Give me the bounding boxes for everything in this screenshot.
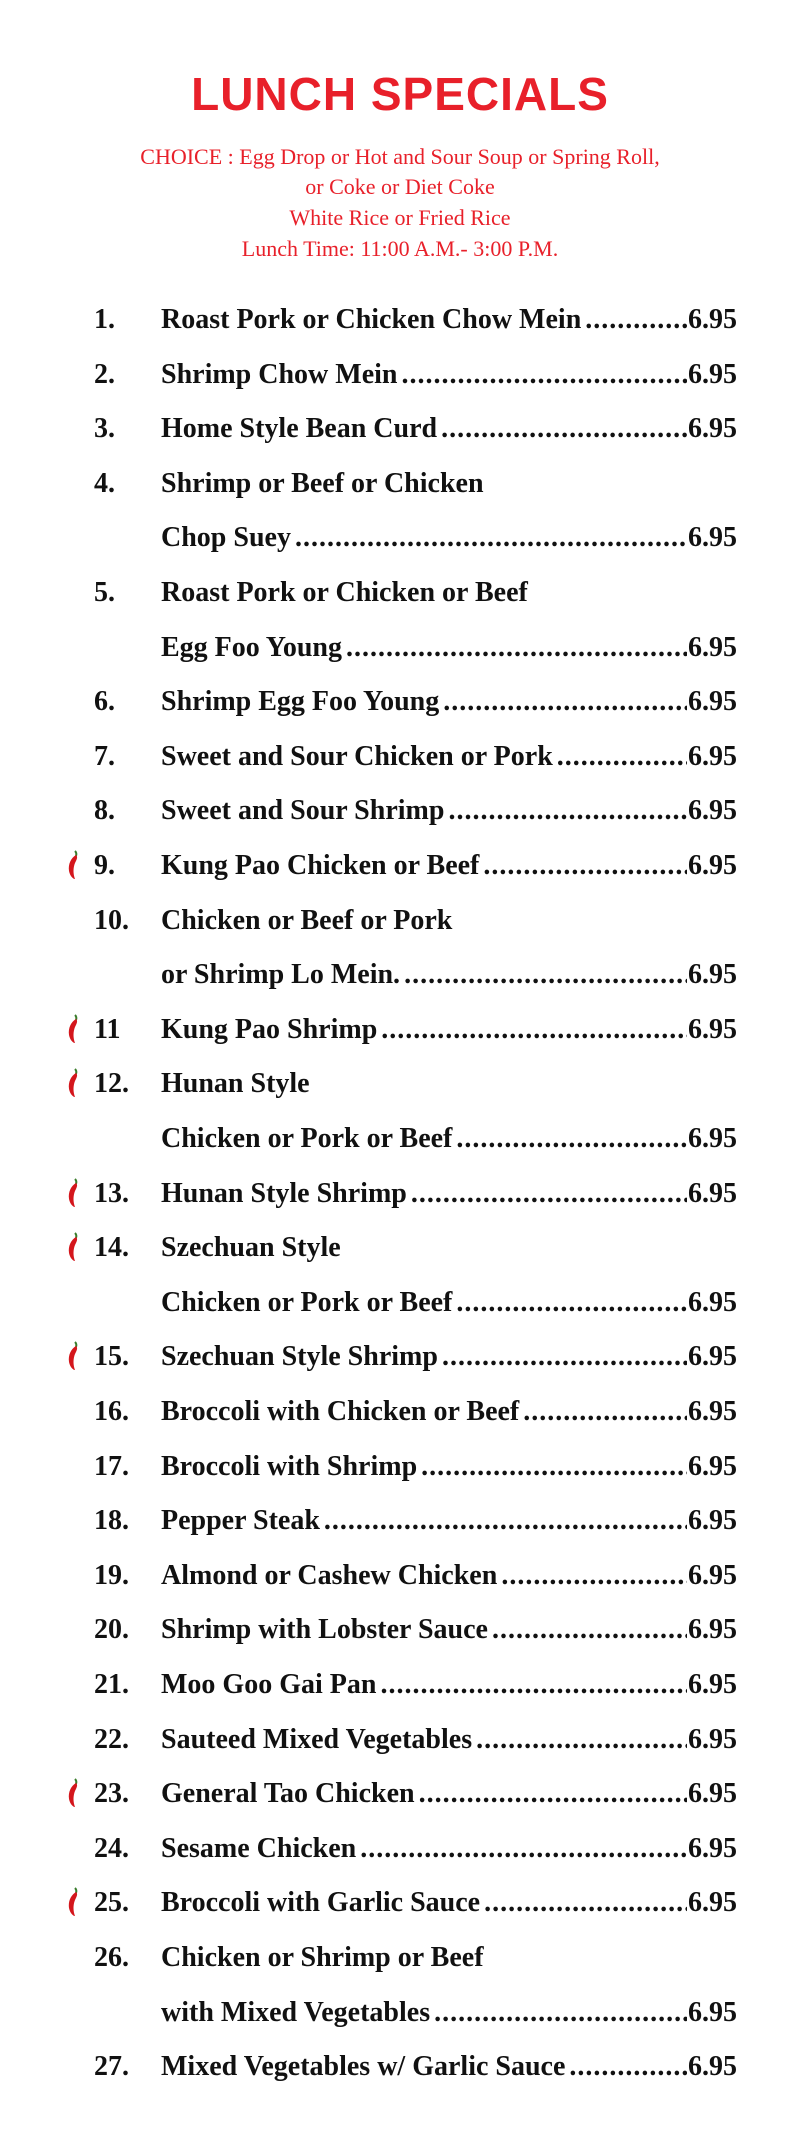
item-number: 14. xyxy=(94,1232,129,1263)
item-price: 6.95 xyxy=(688,2051,737,2082)
dot-leader xyxy=(585,300,687,340)
menu-item xyxy=(0,682,800,722)
item-name: Szechuan Style Shrimp xyxy=(161,1341,438,1372)
item-line xyxy=(161,791,737,831)
item-number: 18. xyxy=(94,1505,129,1536)
item-number: 4. xyxy=(94,468,115,499)
item-name: Sesame Chicken xyxy=(161,1833,357,1864)
item-number: 16. xyxy=(94,1396,129,1427)
dot-leader xyxy=(421,1447,687,1487)
item-name: Chicken or Pork or Beef xyxy=(161,1287,453,1318)
item-number: 2. xyxy=(94,359,115,390)
menu-item xyxy=(0,1392,800,1432)
item-price: 6.95 xyxy=(688,850,737,881)
item-number: 12. xyxy=(94,1068,129,1099)
item-number: 22. xyxy=(94,1724,129,1755)
item-name: Kung Pao Chicken or Beef xyxy=(161,850,480,881)
menu-item-continuation xyxy=(0,518,800,558)
item-number: 17. xyxy=(94,1451,129,1482)
item-line xyxy=(161,464,737,504)
item-price: 6.95 xyxy=(688,413,737,444)
item-name: Chicken or Pork or Beef xyxy=(161,1123,453,1154)
menu-item xyxy=(0,1720,800,1760)
menu-item xyxy=(0,737,800,777)
item-name: Roast Pork or Chicken or Beef xyxy=(161,577,528,608)
item-name: Home Style Bean Curd xyxy=(161,413,438,444)
item-line xyxy=(161,1993,737,2033)
dot-leader xyxy=(411,1174,687,1214)
item-number: 13. xyxy=(94,1178,129,1209)
menu-item-continuation xyxy=(0,1119,800,1159)
item-number: 1. xyxy=(94,304,115,335)
item-number: 25. xyxy=(94,1887,129,1918)
item-price: 6.95 xyxy=(688,1778,737,1809)
item-price: 6.95 xyxy=(688,686,737,717)
menu-item-continuation xyxy=(0,1993,800,2033)
item-line xyxy=(161,518,737,558)
dot-leader xyxy=(483,846,687,886)
item-price: 6.95 xyxy=(688,1614,737,1645)
menu-item xyxy=(0,464,800,504)
item-price: 6.95 xyxy=(688,359,737,390)
item-name: Sauteed Mixed Vegetables xyxy=(161,1724,473,1755)
menu-item xyxy=(0,355,800,395)
menu-item xyxy=(0,901,800,941)
menu-item xyxy=(0,1829,800,1869)
menu-item xyxy=(0,1556,800,1596)
item-line xyxy=(161,682,737,722)
item-name: Moo Goo Gai Pan xyxy=(161,1669,377,1700)
dot-leader xyxy=(523,1392,687,1432)
menu-item xyxy=(0,1010,800,1050)
item-line xyxy=(161,1556,737,1596)
dot-leader xyxy=(456,1283,687,1323)
item-line xyxy=(161,901,737,941)
choice-line: CHOICE : Egg Drop or Hot and Sour Soup or Spring Roll, xyxy=(140,144,660,169)
menu-item xyxy=(0,1174,800,1214)
item-name: Kung Pao Shrimp xyxy=(161,1014,378,1045)
item-number: 23. xyxy=(94,1778,129,1809)
item-line xyxy=(161,1665,737,1705)
item-name: Chop Suey xyxy=(161,522,291,553)
item-number: 24. xyxy=(94,1833,129,1864)
rice-line: White Rice or Fried Rice xyxy=(289,205,511,230)
menu-item xyxy=(0,791,800,831)
dot-leader xyxy=(569,2047,687,2087)
chili-pepper-icon xyxy=(66,1178,80,1208)
item-line xyxy=(161,1447,737,1487)
item-line xyxy=(161,1119,737,1159)
dot-leader xyxy=(419,1774,687,1814)
item-price: 6.95 xyxy=(688,1505,737,1536)
item-number: 21. xyxy=(94,1669,129,1700)
dot-leader xyxy=(360,1829,687,1869)
menu-item xyxy=(0,409,800,449)
item-price: 6.95 xyxy=(688,1560,737,1591)
dot-leader xyxy=(456,1119,687,1159)
item-price: 6.95 xyxy=(688,959,737,990)
item-name: Shrimp Chow Mein xyxy=(161,359,398,390)
item-name: Broccoli with Shrimp xyxy=(161,1451,418,1482)
menu-item-continuation xyxy=(0,628,800,668)
item-line xyxy=(161,1610,737,1650)
item-price: 6.95 xyxy=(688,1451,737,1482)
item-number: 20. xyxy=(94,1614,129,1645)
item-name: Szechuan Style xyxy=(161,1232,341,1263)
item-price: 6.95 xyxy=(688,1396,737,1427)
dot-leader xyxy=(557,737,687,777)
item-number: 5. xyxy=(94,577,115,608)
item-price: 6.95 xyxy=(688,304,737,335)
chili-pepper-icon xyxy=(66,1778,80,1808)
chili-pepper-icon xyxy=(66,1887,80,1917)
dot-leader xyxy=(501,1556,687,1596)
menu-item xyxy=(0,1883,800,1923)
menu-item xyxy=(0,846,800,886)
item-number: 3. xyxy=(94,413,115,444)
item-line xyxy=(161,573,737,613)
lunch-time-line: Lunch Time: 11:00 A.M.- 3:00 P.M. xyxy=(241,236,559,261)
item-name: Broccoli with Garlic Sauce xyxy=(161,1887,481,1918)
item-price: 6.95 xyxy=(688,632,737,663)
item-line xyxy=(161,300,737,340)
item-number: 9. xyxy=(94,850,115,881)
item-line xyxy=(161,846,737,886)
item-name: Pepper Steak xyxy=(161,1505,320,1536)
dot-leader xyxy=(484,1883,687,1923)
dot-leader xyxy=(295,518,687,558)
menu-item xyxy=(0,1610,800,1650)
item-price: 6.95 xyxy=(688,1887,737,1918)
item-number: 15. xyxy=(94,1341,129,1372)
chili-pepper-icon xyxy=(66,1068,80,1098)
item-name: General Tao Chicken xyxy=(161,1778,415,1809)
dot-leader xyxy=(492,1610,687,1650)
item-line xyxy=(161,737,737,777)
dot-leader xyxy=(381,1010,687,1050)
chili-pepper-icon xyxy=(66,1232,80,1262)
item-name: Sweet and Sour Chicken or Pork xyxy=(161,741,553,772)
item-name: Roast Pork or Chicken Chow Mein xyxy=(161,304,582,335)
item-line xyxy=(161,1064,737,1104)
item-line xyxy=(161,1720,737,1760)
dot-leader xyxy=(442,1337,687,1377)
dot-leader xyxy=(476,1720,687,1760)
dot-leader xyxy=(401,355,687,395)
item-number: 7. xyxy=(94,741,115,772)
item-name: Chicken or Shrimp or Beef xyxy=(161,1942,484,1973)
chili-pepper-icon xyxy=(66,1014,80,1044)
dot-leader xyxy=(380,1665,687,1705)
dot-leader xyxy=(404,955,687,995)
menu-item xyxy=(0,2047,800,2087)
item-number: 10. xyxy=(94,905,129,936)
dot-leader xyxy=(441,409,687,449)
item-price: 6.95 xyxy=(688,795,737,826)
menu-item xyxy=(0,1938,800,1978)
menu-item xyxy=(0,1228,800,1268)
item-price: 6.95 xyxy=(688,1014,737,1045)
item-line xyxy=(161,1883,737,1923)
item-line xyxy=(161,1392,737,1432)
item-line xyxy=(161,1010,737,1050)
item-line xyxy=(161,1337,737,1377)
menu-item-continuation xyxy=(0,1283,800,1323)
menu-item xyxy=(0,1665,800,1705)
item-price: 6.95 xyxy=(688,522,737,553)
item-price: 6.95 xyxy=(688,1833,737,1864)
item-number: 26. xyxy=(94,1942,129,1973)
item-line xyxy=(161,1174,737,1214)
item-price: 6.95 xyxy=(688,1724,737,1755)
item-line xyxy=(161,409,737,449)
menu-item xyxy=(0,1337,800,1377)
item-name: Hunan Style xyxy=(161,1068,310,1099)
item-price: 6.95 xyxy=(688,1287,737,1318)
dot-leader xyxy=(346,628,687,668)
item-line xyxy=(161,355,737,395)
item-line xyxy=(161,2047,737,2087)
item-price: 6.95 xyxy=(688,1178,737,1209)
item-number: 8. xyxy=(94,795,115,826)
item-line xyxy=(161,1283,737,1323)
item-name: Mixed Vegetables w/ Garlic Sauce xyxy=(161,2051,566,2082)
dot-leader xyxy=(324,1501,687,1541)
item-name: or Shrimp Lo Mein. xyxy=(161,959,401,990)
item-line xyxy=(161,955,737,995)
item-price: 6.95 xyxy=(688,1341,737,1372)
item-name: Almond or Cashew Chicken xyxy=(161,1560,498,1591)
menu-item-continuation xyxy=(0,955,800,995)
page-title: LUNCH SPECIALS xyxy=(191,68,609,120)
item-number: 27. xyxy=(94,2051,129,2082)
item-name: Shrimp with Lobster Sauce xyxy=(161,1614,488,1645)
chili-pepper-icon xyxy=(66,850,80,880)
menu-item xyxy=(0,1774,800,1814)
item-line xyxy=(161,1829,737,1869)
item-name: Broccoli with Chicken or Beef xyxy=(161,1396,520,1427)
dot-leader xyxy=(443,682,687,722)
item-price: 6.95 xyxy=(688,1123,737,1154)
item-name: Shrimp Egg Foo Young xyxy=(161,686,440,717)
dot-leader xyxy=(434,1993,687,2033)
item-name: Sweet and Sour Shrimp xyxy=(161,795,445,826)
item-number: 6. xyxy=(94,686,115,717)
item-line xyxy=(161,1774,737,1814)
item-line xyxy=(161,1501,737,1541)
item-line xyxy=(161,1938,737,1978)
chili-pepper-icon xyxy=(66,1341,80,1371)
item-price: 6.95 xyxy=(688,1669,737,1700)
menu-item xyxy=(0,573,800,613)
menu-item xyxy=(0,1501,800,1541)
item-line xyxy=(161,628,737,668)
dot-leader xyxy=(448,791,687,831)
item-name: with Mixed Vegetables xyxy=(161,1997,431,2028)
item-name: Egg Foo Young xyxy=(161,632,343,663)
menu-item xyxy=(0,1064,800,1104)
item-price: 6.95 xyxy=(688,1997,737,2028)
item-number: 19. xyxy=(94,1560,129,1591)
item-number: 11 xyxy=(94,1014,121,1045)
menu-item xyxy=(0,1447,800,1487)
item-line xyxy=(161,1228,737,1268)
item-name: Shrimp or Beef or Chicken xyxy=(161,468,484,499)
item-name: Hunan Style Shrimp xyxy=(161,1178,407,1209)
menu-item xyxy=(0,300,800,340)
item-name: Chicken or Beef or Pork xyxy=(161,905,453,936)
item-price: 6.95 xyxy=(688,741,737,772)
drink-line: or Coke or Diet Coke xyxy=(305,174,495,199)
